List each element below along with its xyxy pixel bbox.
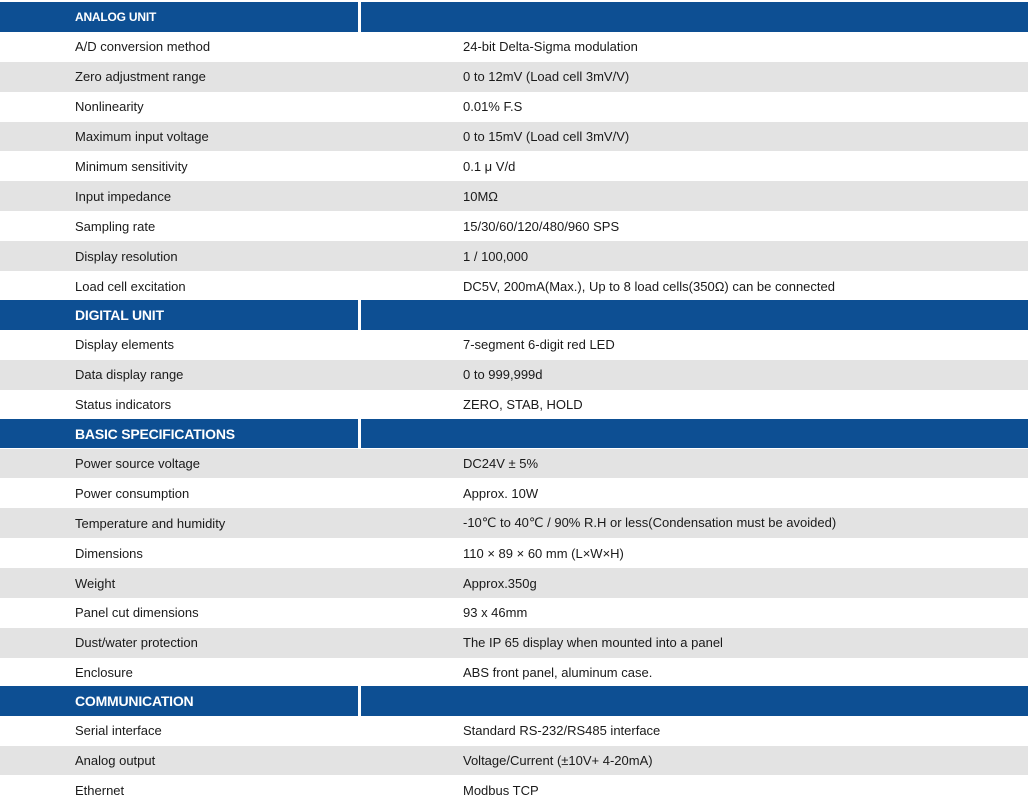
column-divider [358,2,361,32]
spec-value: 0.1 μ V/d [463,158,516,174]
spec-label: Data display range [75,367,184,383]
section-title: COMMUNICATION [75,692,194,709]
spec-row [0,508,1028,538]
spec-label: Nonlinearity [75,99,144,115]
spec-row [0,478,1028,508]
section-title: DIGITAL UNIT [75,306,164,323]
spec-label: Panel cut dimensions [75,605,199,621]
spec-label: Zero adjustment range [75,69,206,85]
spec-value: DC5V, 200mA(Max.), Up to 8 load cells(350Ω) can be connected [463,278,835,294]
column-divider [358,686,361,716]
spec-value: Approx. 10W [463,485,539,501]
spec-label: Input impedance [75,188,172,204]
spec-value: 0 to 15mV (Load cell 3mV/V) [463,129,630,145]
spec-row [0,775,1028,805]
spec-value: ABS front panel, aluminum case. [463,665,653,681]
spec-label: Enclosure [75,665,133,681]
spec-row [0,92,1028,122]
spec-label: Analog output [75,752,156,768]
spec-value: 0 to 12mV (Load cell 3mV/V) [463,69,630,85]
spec-value: 110 × 89 × 60 mm (L×W×H) [463,545,624,561]
spec-row [0,122,1028,152]
spec-value: 0.01% F.S [463,99,523,115]
spec-row [0,211,1028,241]
spec-value: 0 to 999,999d [463,367,543,383]
spec-label: Display resolution [75,248,178,264]
spec-value: 15/30/60/120/480/960 SPS [463,218,620,234]
spec-value: ZERO, STAB, HOLD [463,397,583,413]
spec-row [0,181,1028,211]
spec-row [0,658,1028,688]
spec-value: Standard RS-232/RS485 interface [463,723,661,739]
spec-label: Minimum sensitivity [75,158,188,174]
spec-row [0,330,1028,360]
spec-row [0,449,1028,479]
section-header-analog-unit [0,2,1028,32]
column-divider [358,419,361,449]
spec-label: Status indicators [75,397,172,413]
spec-label: Power source voltage [75,455,201,471]
spec-row [0,746,1028,776]
spec-row [0,62,1028,92]
spec-value: Approx.350g [463,575,537,591]
spec-row [0,360,1028,390]
spec-label: Sampling rate [75,218,156,234]
spec-row [0,241,1028,271]
spec-label: Power consumption [75,485,190,501]
spec-value: -10℃ to 40℃ / 90% R.H or less(Condensation must be avoided) [463,515,837,531]
spec-value: 7-segment 6-digit red LED [463,337,615,353]
spec-row [0,598,1028,628]
spec-label: Serial interface [75,723,162,739]
spec-value: Modbus TCP [463,782,539,798]
spec-label: Dust/water protection [75,635,198,651]
spec-value: The IP 65 display when mounted into a panel [463,635,723,651]
spec-row [0,152,1028,182]
spec-label: Dimensions [75,545,143,561]
section-header-basic-specifications [0,419,1028,449]
spec-value: Voltage/Current (±10V+ 4-20mA) [463,752,653,768]
spec-row [0,568,1028,598]
section-header-digital-unit [0,300,1028,330]
section-title: ANALOG UNIT [75,9,157,24]
section-header-communication [0,686,1028,716]
spec-row [0,32,1028,62]
spec-label: Display elements [75,337,174,353]
spec-label: Load cell excitation [75,278,186,294]
spec-label: Maximum input voltage [75,129,209,145]
spec-label: A/D conversion method [75,39,211,55]
spec-row [0,271,1028,301]
section-title: BASIC SPECIFICATIONS [75,425,235,442]
spec-row [0,716,1028,746]
spec-row [0,628,1028,658]
spec-value: 10MΩ [463,188,499,204]
spec-label: Ethernet [75,782,125,798]
spec-value: DC24V ± 5% [463,455,539,471]
spec-value: 1 / 100,000 [463,248,529,264]
spec-row [0,390,1028,420]
spec-label: Weight [75,575,116,591]
spec-value: 24-bit Delta-Sigma modulation [463,39,638,55]
column-divider [358,300,361,330]
spec-label: Temperature and humidity [75,515,226,531]
spec-row [0,538,1028,568]
spec-value: 93 x 46mm [463,605,528,621]
